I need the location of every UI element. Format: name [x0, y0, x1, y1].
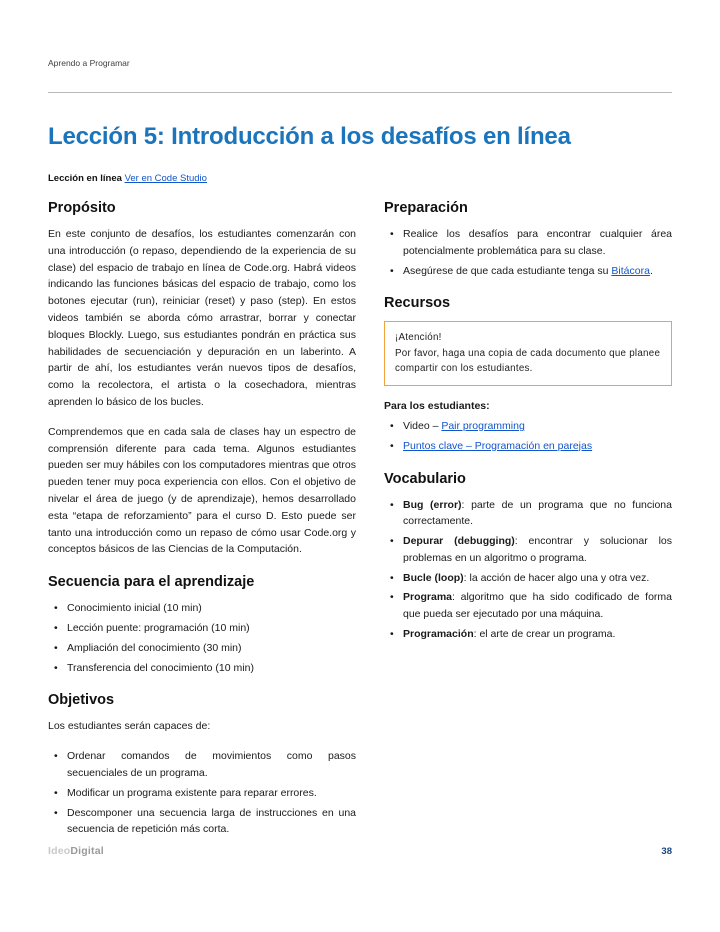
- header-divider: [48, 92, 672, 93]
- footer-logo: [48, 845, 104, 857]
- section-secuencia: [48, 574, 356, 676]
- vocab-term: Bucle (loop): [403, 571, 464, 584]
- list-item: [384, 263, 672, 280]
- vocab-item: [384, 497, 672, 531]
- preparacion-list: [384, 226, 672, 279]
- objetivos-list: [48, 748, 356, 838]
- vocabulario-list: [384, 497, 672, 643]
- vocab-term: Bug (error): [403, 498, 462, 511]
- bitacora-link[interactable]: Bitácora: [611, 264, 650, 277]
- attention-body: Por favor, haga una copia de cada documento que planee compartir con los estudiantes.: [395, 347, 661, 374]
- section-vocabulario: [384, 471, 672, 643]
- secuencia-list: [48, 600, 356, 676]
- list-item: • Lección puente: programación (10 min): [48, 620, 356, 637]
- secuencia-heading: Secuencia para el aprendizaje: [48, 574, 255, 591]
- footer-logo-light: Ideo: [48, 845, 71, 857]
- list-item: [384, 418, 672, 435]
- vocab-term: Depurar (debugging): [403, 535, 515, 548]
- list-item: • Ordenar comandos de movimientos como pasos secuenciales de un programa.: [48, 748, 356, 782]
- vocab-item: [384, 570, 672, 587]
- list-item: [384, 438, 672, 455]
- vocab-definition: : algoritmo que ha sido codificado de forma que pueda ser ejecutado por una máquina.: [403, 591, 672, 621]
- vocab-item: [384, 626, 672, 643]
- list-item: • Realice los desafíos para encontrar cualquier área potencialmente problemática para su clase.: [384, 226, 672, 260]
- lesson-subtitle: [48, 173, 672, 184]
- vocabulario-heading: Vocabulario: [384, 470, 466, 487]
- lesson-mode-label: Lección en línea: [48, 173, 122, 184]
- header-brand: Aprendo a Programar: [48, 58, 130, 68]
- page-footer: [48, 845, 672, 857]
- list-item: • Modificar un programa existente para reparar errores.: [48, 785, 356, 802]
- vocab-item: [384, 533, 672, 567]
- vocab-item: [384, 589, 672, 623]
- list-item-suffix: .: [649, 264, 653, 277]
- objetivos-heading: Objetivos: [48, 692, 115, 709]
- attention-callout: [384, 321, 672, 386]
- vocab-term: Programación: [403, 628, 474, 641]
- vocab-definition: : la acción de hacer algo una y otra vez.: [463, 571, 650, 584]
- proposito-heading: Propósito: [48, 200, 116, 216]
- list-item-text: Asegúrese de que cada estudiante tenga su: [403, 264, 612, 277]
- page-title: Lección 5: Introducción a los desafíos en línea: [48, 123, 571, 150]
- resource-prefix: Video –: [403, 419, 442, 432]
- students-resources-list: [384, 418, 672, 455]
- list-item: • Ampliación del conocimiento (30 min): [48, 640, 356, 657]
- vocab-term: Programa: [403, 591, 453, 604]
- proposito-paragraph-2: Comprendemos que en cada sala de clases hay un espectro de comprensión diferente para cada tema. Algunos estudiantes pueden ser muy hábiles con los computadores mientras que otros pueden tener muy poca experiencia con ellos. Con el objetivo de nivelar el área de juego (y de aprendizaje), hemos desarrollado esta “etapa de reforzamiento” para el curso D. Esto puede ser tanto una introducción como un repaso de cómo usar Code.org y conceptos básicos de las Ciencias de la Computación.: [48, 425, 356, 556]
- objetivos-intro: Los estudiantes serán capaces de:: [48, 720, 211, 733]
- section-preparacion: [384, 200, 672, 279]
- section-recursos: [384, 295, 672, 454]
- proposito-paragraph-1: En este conjunto de desafíos, los estudiantes comenzarán con una introducción (o repaso, dependiendo de la experiencia de su clase) del espacio de trabajo en línea de Code.org. Habrá videos indicando las funciones básicas del espacio de trabajo, como los botones ejecutar (run), reiniciar (reset) y paso (step). En estos videos también se aborda cómo arrastrar, borrar y conectar bloques Blockly. Luego, sus estudiantes pondrán en práctica sus habilidades de secuenciación y depuración en un laberinto. A partir de ahí, los estudiantes verán nuevos tipos de desafíos, como la recolectora, el artista o la cosechadora, mientras aprenden lo básico de los bucles.: [48, 228, 356, 408]
- vocab-definition: : parte de un programa que no funciona correctamente.: [403, 498, 672, 528]
- list-item: • Descomponer una secuencia larga de instrucciones en una secuencia de repetición más corta.: [48, 805, 356, 839]
- recursos-heading: Recursos: [384, 295, 451, 312]
- puntos-clave-link[interactable]: Puntos clave – Programación en parejas: [403, 439, 593, 452]
- list-item: • Conocimiento inicial (10 min): [48, 600, 356, 617]
- section-proposito: [48, 200, 356, 558]
- vocab-definition: : el arte de crear un programa.: [473, 628, 616, 641]
- vocab-definition: : encontrar y solucionar los problemas en un algoritmo o programa.: [403, 535, 672, 564]
- pair-programming-link[interactable]: Pair programming: [441, 419, 525, 432]
- footer-logo-dark: Digital: [70, 845, 104, 857]
- students-resources-label: Para los estudiantes:: [384, 399, 490, 412]
- section-objetivos: [48, 692, 356, 838]
- list-item: • Transferencia del conocimiento (10 min): [48, 660, 356, 677]
- preparacion-heading: Preparación: [384, 200, 468, 216]
- two-column-body: [48, 200, 672, 854]
- page-number: 38: [661, 846, 672, 857]
- attention-title: ¡Atención!: [395, 332, 442, 344]
- left-column: [48, 200, 356, 854]
- right-column: [384, 200, 672, 854]
- code-studio-link[interactable]: Ver en Code Studio: [124, 173, 207, 184]
